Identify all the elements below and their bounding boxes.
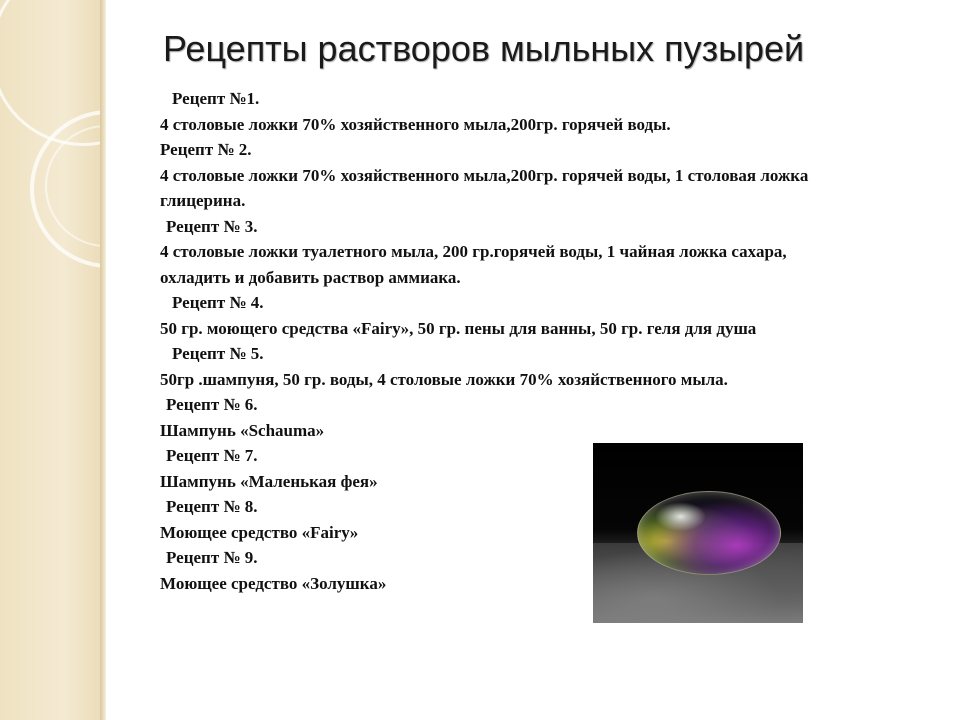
recipe-text: охладить и добавить раствор аммиака. (160, 267, 461, 287)
decorative-side-band (0, 0, 106, 720)
slide-title: Рецепты растворов мыльных пузырей (163, 28, 805, 69)
recipe-text: 4 столовые ложки 70% хозяйственного мыла,200гр. горячей воды. (160, 114, 671, 134)
recipe-heading: Рецепт № 6. (166, 395, 258, 414)
recipe-heading: Рецепт №1. (172, 89, 260, 108)
recipe-heading: Рецепт № 7. (166, 446, 258, 465)
recipe-text: Моющее средство «Золушка» (160, 573, 387, 593)
recipe-text: Шампунь «Schauma» (160, 420, 325, 440)
recipe-text: Шампунь «Маленькая фея» (160, 471, 378, 491)
recipe-text: 4 столовые ложки туалетного мыла, 200 гр.горячей воды, 1 чайная ложка сахара, (160, 242, 787, 261)
recipe-heading: Рецепт № 3. (166, 216, 258, 236)
soap-bubble-photo (593, 443, 803, 623)
recipe-text: 50 гр. моющего средства «Fairy», 50 гр. пены для ванны, 50 гр. геля для душа (160, 318, 757, 338)
recipe-text: 4 столовые ложки 70% хозяйственного мыла,200гр. горячей воды, 1 столовая ложка (160, 165, 809, 185)
recipe-heading: Рецепт № 5. (172, 344, 264, 363)
recipe-text: 50гр .шампуня, 50 гр. воды, 4 столовые ложки 70% хозяйственного мыла. (160, 369, 728, 389)
bubble-icon (637, 491, 781, 575)
recipe-heading: Рецепт № 8. (166, 497, 258, 516)
recipe-heading: Рецепт № 9. (166, 548, 258, 567)
band-edge (100, 0, 106, 720)
recipe-heading: Рецепт № 2. (160, 140, 252, 159)
recipe-text: глицерина. (160, 191, 246, 210)
recipe-list (160, 86, 940, 596)
recipe-text: Моющее средство «Fairy» (160, 522, 359, 542)
recipe-heading: Рецепт № 4. (172, 293, 264, 312)
